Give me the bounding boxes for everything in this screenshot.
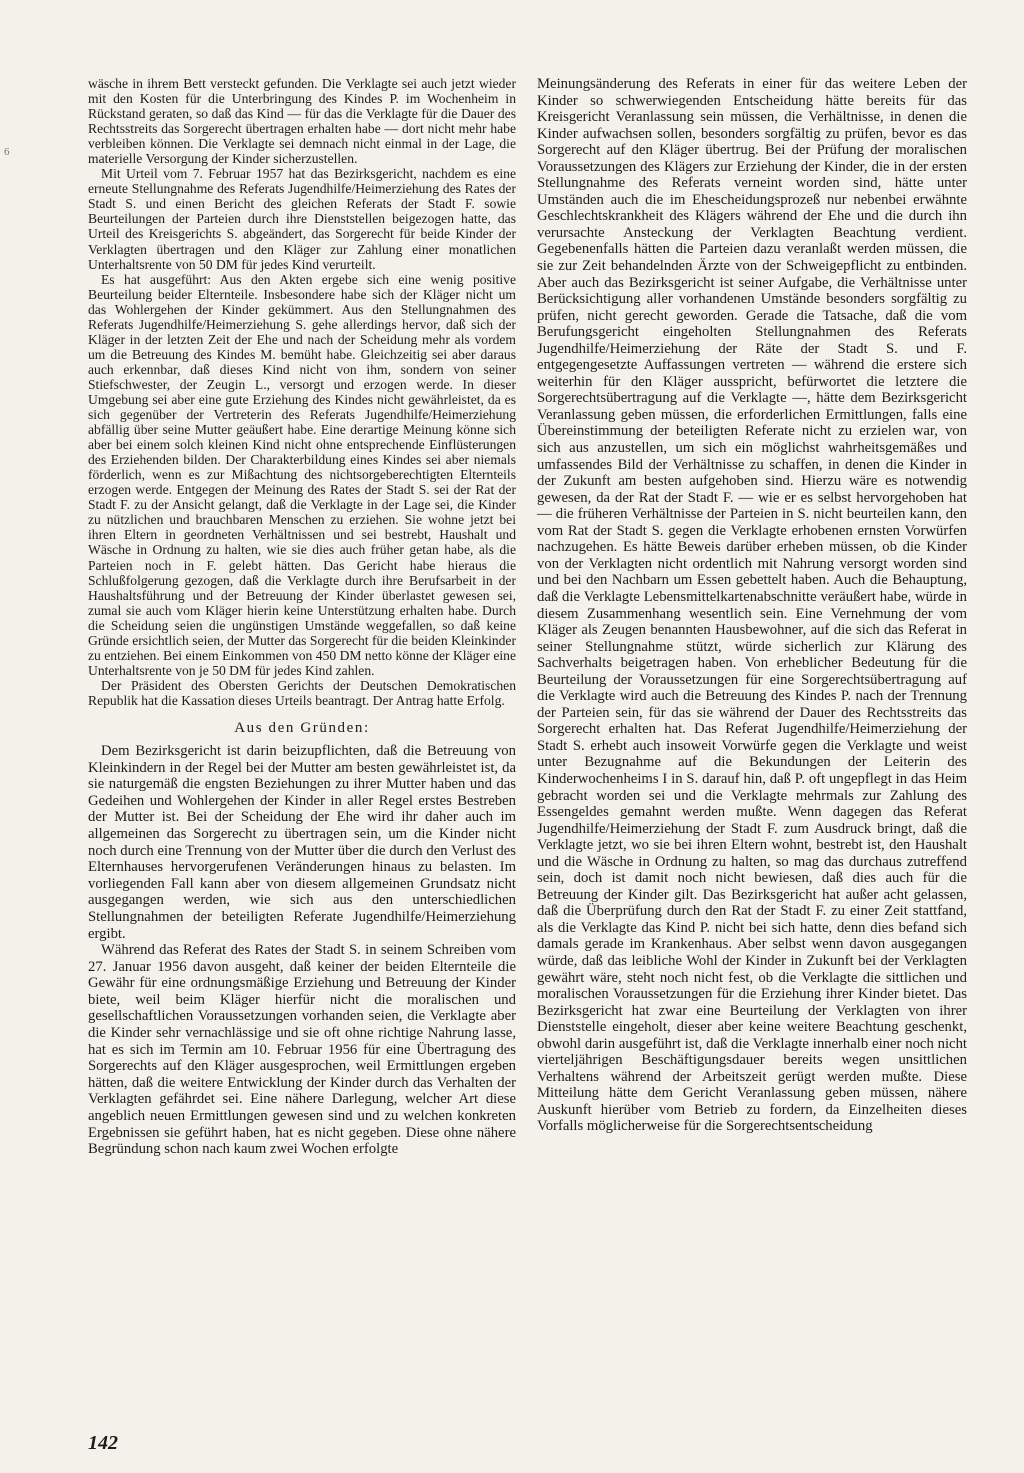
left-column bbox=[88, 76, 516, 1158]
paragraph: Es hat ausgeführt: Aus den Akten ergebe sich eine wenig positive Beurteilung beider Elternteile. Insbesondere habe sich der Kläger nicht um das Wohlergehen der Kinder gekümmert. Aus den Stellungnahmen des Referats Jugendhilfe/Heimerziehung S. gehe allerdings hervor, daß sich der Kläger in der letzten Zeit der Ehe und nach der Scheidung mehr als vordem um die Betreuung des Kindes M. bemüht habe. Gleichzeitig sei aber daraus auch erkennbar, daß dieses Kind nicht von ihm, sondern von seiner Stiefschwester, der Zeugin L., versorgt und erzogen werde. In dieser Umgebung sei aber eine gute Erziehung des Kindes nicht gewährleistet, da es sich gegenüber der Vertreterin des Referats Jugendhilfe/Heimerziehung abfällig über seine Mutter geäußert habe. Eine derartige Meinung könne sich aber bei einem solch kleinen Kind nicht ohne entsprechende Einflüsterungen des Erziehenden bilden. Der Charakterbildung eines Kindes sei aber niemals förderlich, wenn es zur Mißachtung des nichtsorgeberechtigten Elternteils erzogen werde. Entgegen der Meinung des Rates der Stadt S. sei der Rat der Stadt F. zu der Ansicht gelangt, daß die Verklagte in der Lage sei, die Kinder zu nützlichen und brauchbaren Menschen zu erziehen. Sie wohne jetzt bei ihren Eltern in geordneten Verhältnissen und sei bestrebt, Haushalt und Wäsche in Ordnung zu halten, wie sie dies auch früher getan habe, als die Parteien noch in F. gelebt hätten. Das Gericht habe hieraus die Schlußfolgerung gezogen, daß die Verklagte durch ihre Berufsarbeit in der Haushaltsführung und der Betreuung der Kinder überlastet gewesen sei, zumal sie auch vom Kläger hierin keine Unterstützung erhalten habe. Durch die Scheidung seien die ungünstigen Umstände weggefallen, so daß keine Gründe ersichtlich seien, der Mutter das Sorgerecht für die beiden Kleinkinder zu entziehen. Bei einem Einkommen von 450 DM netto könne der Kläger eine Unterhaltsrente von je 50 DM für jedes Kind zahlen. bbox=[88, 271, 516, 678]
paragraph: Während das Referat des Rates der Stadt S. in seinem Schreiben vom 27. Januar 1956 davon ausgeht, daß keiner der beiden Elternteile die Gewähr für eine ordnungsmäßige Erziehung und Betreuung der Kinder biete, weil beim Kläger hierfür nicht die moralischen und gesellschaftlichen Voraussetzungen vorhanden seien, die Verklagte aber die Kinder sehr vernachlässige und sie oft ohne richtige Nahrung lasse, hat es sich im Termin am 10. Februar 1956 für eine Übertragung des Sorgerechts auf den Kläger ausgesprochen, weil Ermittlungen ergeben hätten, daß die weitere Entwicklung der Kinder durch das Verhalten der Verklagten gefährdet sei. Eine nähere Darlegung, welcher Art diese angeblich neuen Ermittlungen gewesen sind und zu welchen konkreten Ergebnissen sie geführt haben, hat es nicht gegeben. Diese ohne nähere Begründung schon nach kaum zwei Wochen erfolgte bbox=[88, 942, 516, 1158]
paragraph: Meinungsänderung des Referats in einer für das weitere Leben der Kinder so schwerwiegenden Entscheidung hätte bereits für das Kreisgericht Veranlassung sein müssen, die Verhältnisse, in denen die Kinder aufwachsen sollen, besonders sorgfältig zu prüfen, bevor es das Sorgerecht auf den Kläger übertrug. Bei der Prüfung der moralischen Voraussetzungen des Klägers zur Erziehung der Kinder, die in der ersten Stellungnahme des Referats verneint worden sind, hätte unter Umständen auch die im Ehescheidungsprozeß nur nebenbei erwähnte Geschlechtskrankheit des Klägers während der Ehe und die durch ihn verursachte Ansteckung der Verklagten Beachtung verdient. Gegebenenfalls hätten die Parteien dazu veranlaßt werden müssen, die sie zur Zeit behandelnden Ärzte von der Schweigepflicht zu entbinden. Aber auch das Bezirksgericht ist seiner Aufgabe, die Verhältnisse unter Berücksichtigung aller vorhandenen Umstände besonders sorgfältig zu prüfen, nicht gerecht geworden. Gerade die Tatsache, daß die vom Berufungsgericht eingeholten Stellungnahmen des Referats Jugendhilfe/Heimerziehung der Räte der Stadt S. und F. entgegengesetzte Auffassungen vertreten — während die erstere sich weiterhin für den Kläger ausspricht, befürwortet die letztere die Sorgerechtsübertragung auf die Verklagte —, hätte dem Bezirksgericht Veranlassung geben müssen, die erforderlichen Ermittlungen, falls eine Übereinstimmung der beteiligten Referate nicht zu erzielen war, von sich aus anzustellen, um sich ein möglichst wahrheitsgemäßes und umfassendes Bild der Verhältnisse zu schaffen, in denen die Kinder in der Zukunft am besten aufgehoben sind. Hierzu wäre es notwendig gewesen, da der Rat der Stadt F. — wie er es selbst hervorgehoben hat — die früheren Verhältnisse der Parteien in S. nicht beurteilen kann, den vom Rat der Stadt S. gegen die Verklagte erhobenen ernsten Vorwürfen nachzugehen. Es hätte Beweis darüber erheben müssen, ob die Kinder von der Verklagten nicht ordentlich mit Nahrung versorgt worden sind und bei den Nachbarn um Essen gebettelt haben. Auch die Behauptung, daß die Verklagte Lebensmittelkartenabschnitte veräußert habe, würde in diesem Zusammenhang wesentlich sein. Eine Vernehmung der vom Kläger als Zeugen benannten Hausbewohner, auf die sich das Referat in seiner Stellungnahme stützt, würde sicherlich zur Klärung des Sachverhalts beigetragen haben. Von erheblicher Bedeutung für die Beurteilung der Voraussetzungen für eine Sorgerechtsübertragung auf die Verklagte wird auch die Betreuung des Kindes P. nach der Trennung der Parteien sein, für das sie während der Dauer des Rechtsstreits das Sorgerecht erhalten hat. Das Referat Jugendhilfe/Heimerziehung der Stadt S. erhebt auch insoweit Vorwürfe gegen die Verklagte und weist unter Bezugnahme auf die Bekundungen der Leiterin des Kinderwochenheims I in S. darauf hin, daß P. oft ungepflegt in das Heim gebracht worden sei und die Verklagte mehrmals zur Zahlung des Essengeldes gemahnt werden mußte. Wenn dagegen das Referat Jugendhilfe/Heimerziehung der Stadt F. zum Ausdruck bringt, daß die Verklagte jetzt, wo sie bei ihren Eltern wohnt, bestrebt ist, den Haushalt und die Wäsche in Ordnung zu halten, so mag das durchaus zutreffend sein, doch ist damit noch nicht bewiesen, daß dies auch für die Betreuung der Kinder gilt. Das Bezirksgericht hat außer acht gelassen, daß die Überprüfung durch den Rat der Stadt F. zu einer Zeit stattfand, als die Verklagte das Kind P. nicht bei sich hatte, denn dies befand sich damals gerade im Krankenhaus. Aber selbst wenn davon ausgegangen würde, daß das leibliche Wohl der Kinder in Zukunft bei der Verklagten gewährt wäre, steht noch nicht fest, ob die Verklagte die sittlichen und moralischen Voraussetzungen für die Erziehung ihrer Kinder bietet. Das Bezirksgericht hat zwar eine Beurteilung der Verklagten von ihrer Dienststelle eingeholt, dieser aber keine weitere Beachtung geschenkt, obwohl darin ausgeführt ist, daß die Verklagte innerhalb einer noch nicht vierteljährigen Beschäftigungsdauer bereits wegen unsittlichen Verhaltens während der Arbeitszeit gerügt werden mußte. Diese Mitteilung hätte dem Gericht Veranlassung geben müssen, nähere Auskunft hierüber vom Betrieb zu fordern, da Einzelheiten dieses Vorfalls möglicherweise für die Sorgerechtsentscheidung bbox=[537, 76, 967, 1135]
margin-mark: 6 bbox=[4, 146, 10, 158]
page-number: 142 bbox=[88, 1432, 118, 1454]
paragraph: Der Präsident des Obersten Gerichts der Deutschen Demokratischen Republik hat die Kassation dieses Urteils beantragt. Der Antrag hatte Erfolg. bbox=[88, 677, 516, 708]
section-heading: Aus den Gründen: bbox=[234, 719, 370, 736]
right-column bbox=[537, 76, 967, 1135]
paragraph: Dem Bezirksgericht ist darin beizupflichten, daß die Betreuung von Kleinkindern in der Regel bei der Mutter am besten gewährleistet ist, da sie naturgemäß die engsten Beziehungen zu ihrer Mutter haben und das Gedeihen und Wohlergehen der Kinder in aller Regel erstes Bestreben der Mutter ist. Bei der Scheidung der Ehe wird ihr daher auch im allgemeinen das Sorgerecht zu übertragen sein, um die Kinder nicht noch durch eine Trennung von der Mutter über die durch den Verlust des Elternhauses hervorgerufenen Veränderungen hinaus zu belasten. Im vorliegenden Fall kann aber von diesem allgemeinen Grundsatz nicht ausgegangen werden, wie sich aus den unterschiedlichen Stellungnahmen der beteiligten Referate Jugendhilfe/Heimerziehung ergibt. bbox=[88, 742, 516, 942]
paragraph: Mit Urteil vom 7. Februar 1957 hat das Bezirksgericht, nachdem es eine erneute Stellungnahme des Referats Jugendhilfe/Heimerziehung des Rates der Stadt S. und einen Bericht des gleichen Referats der Stadt F. sowie Beurteilungen der Parteien durch ihre Dienststellen beigezogen hatte, das Urteil des Kreisgerichts S. abgeändert, das Sorgerecht für beide Kinder der Verklagten übertragen und den Kläger zur Zahlung einer monatlichen Unterhaltsrente von 50 DM für jedes Kind verurteilt. bbox=[88, 166, 516, 272]
paragraph: wäsche in ihrem Bett versteckt gefunden. Die Verklagte sei auch jetzt wieder mit den Kosten für die Unterbringung des Kindes P. im Wochenheim in Rückstand geraten, so daß das Kind — für das die Verklagte für die Dauer des Rechtsstreits das Sorgerecht übertragen erhalten habe — dort nicht mehr habe verbleiben können. Die Verklagte sei demnach nicht einmal in der Lage, die materielle Versorgung der Kinder sicherzustellen. bbox=[88, 76, 516, 167]
